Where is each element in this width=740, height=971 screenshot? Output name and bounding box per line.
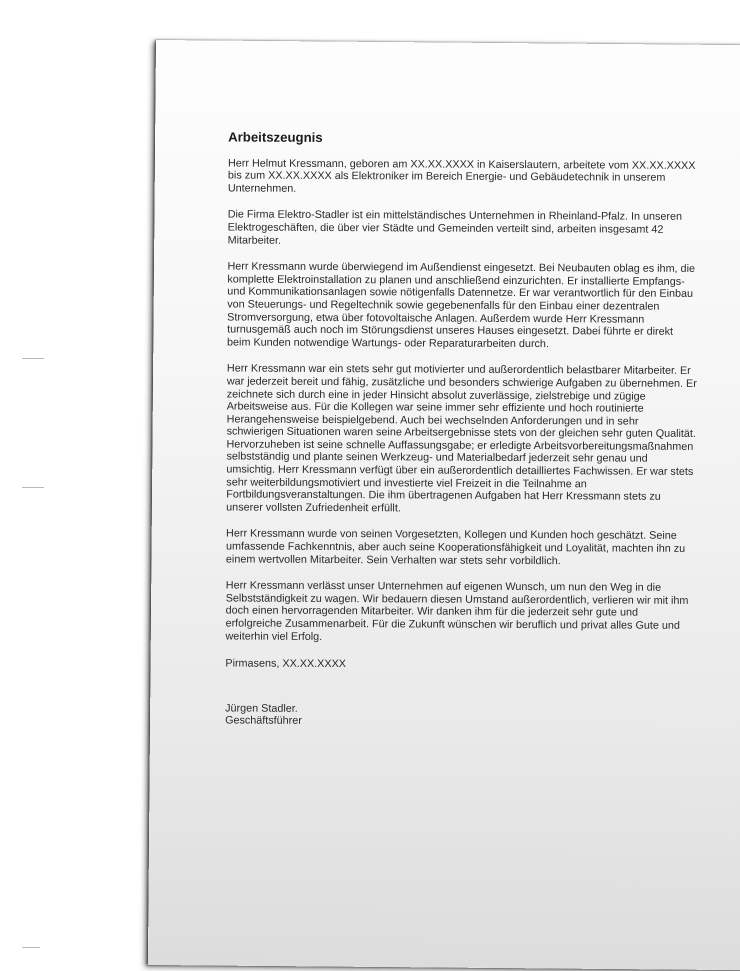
paragraph-farewell: Herr Kressmann verlässt unser Unternehmen auf eigenen Wunsch, um nun den Weg in die Selbstständigkeit zu wagen. Wir bedauern diesen Umstand außerordentlich, verlieren wir mit ihm doch einen hervorragenden Mitarbeiter. Wir danken ihm für die jederzeit sehr gute und erfolgreiche Zusammenarbeit. Für die Zukunft wünschen wir beruflich und privat alles Gute und weiterhin viel Erfolg. <box>225 579 689 643</box>
fold-mark-lower <box>22 487 44 488</box>
place-date: Pirmasens, XX.XX.XXXX <box>225 657 347 671</box>
paragraph-conduct: Herr Kressmann wurde von seinen Vorgesetzten, Kollegen und Kunden hoch geschätzt. Seine umfassende Fachkenntnis, aber auch seine Kooperationsfähigkeit und Loyalität, machten ihn zu einem wertvollen Mitarbeiter. Sein Verhalten war stets sehr vorbildlich. <box>225 527 686 567</box>
paragraph-duties: Herr Kressmann wurde überwiegend im Außendienst eingesetzt. Bei Neubauten oblag es ihm, die komplette Elektroinstallation zu planen und anschließend einzurichten. Er installierte Empfangs- und Kommunikationsanlagen sowie nötigenfalls Datennetze. Er war verantwortlich für den Einbau von Steuerungs- und Regeltechnik sowie gegebenenfalls für den Einbau einer dezentralen Stromversorgung, etwa über fotovoltaische Anlagen. Außerdem wurde Herr Kressmann turnusgemäß auch noch im Störungsdienst unseres Hauses eingesetzt. Dabei führte er direkt beim Kunden notwendige Wartungs- oder Reparaturarbeiten durch. <box>227 260 696 350</box>
fold-mark-upper <box>22 358 44 359</box>
document-sheet <box>148 40 740 970</box>
fold-mark-bottom <box>22 947 40 948</box>
paragraph-intro: Herr Helmut Kressmann, geboren am XX.XX.XXXX in Kaiserslautern, arbeitete vom XX.XX.XXXX bis zum XX.XX.XXXX als Elektroniker im Bereich Energie- und Gebäudetechnik in unserem Unternehmen. <box>227 157 696 195</box>
letter-body <box>225 131 698 729</box>
paragraph-performance: Herr Kressmann war ein stets sehr gut motivierter und außerordentlich belastbarer Mitarbeiter. Er war jederzeit bereit und fähig, zusätzliche und besonders schwierige Aufgaben zu übernehmen. Er zeichnete sich durch eine in jeder Hinsicht absolut zuverlässige, zielstrebige und zügige Arbeitsweise aus. Für die Kollegen war seine immer sehr effiziente und hoch routinierte Herangehensweise beispielgebend. Auch bei wechselnden Anforderungen und in sehr schwierigen Situationen waren seine Arbeitsergebnisse stets von der gleichen sehr guten Qualität. Hervorzuheben ist seine schnelle Auffassungsgabe; er erledigte Arbeitsvorbereitungsmaßnahmen selbstständig und plante seinen Werkzeug- und Materialbedarf jederzeit sehr genau und umsichtig. Herr Kressmann verfügt über ein außerordentlich detailliertes Fachwissen. Er war stets sehr weiterbildungsmotiviert und investierte viel Freizeit in die Teilnahme an Fortbildungsveranstaltungen. Die ihm übertragenen Aufgaben hat Herr Kressmann stets zu unserer vollsten Zufriedenheit erfüllt. <box>226 362 697 515</box>
signature-name: Jürgen Stadler. <box>225 702 298 715</box>
document-title: Arbeitszeugnis <box>228 129 323 145</box>
paragraph-company: Die Firma Elektro-Stadler ist ein mittelständisches Unternehmen in Rheinland-Pfalz. In unseren Elektrogeschäften, die über vier Städte und Gemeinden verteilt sind, arbeiten insgesamt 42 Mitarbeiter. <box>227 208 683 247</box>
signature-role: Geschäftsführer <box>225 714 302 728</box>
background-margin <box>0 0 156 971</box>
